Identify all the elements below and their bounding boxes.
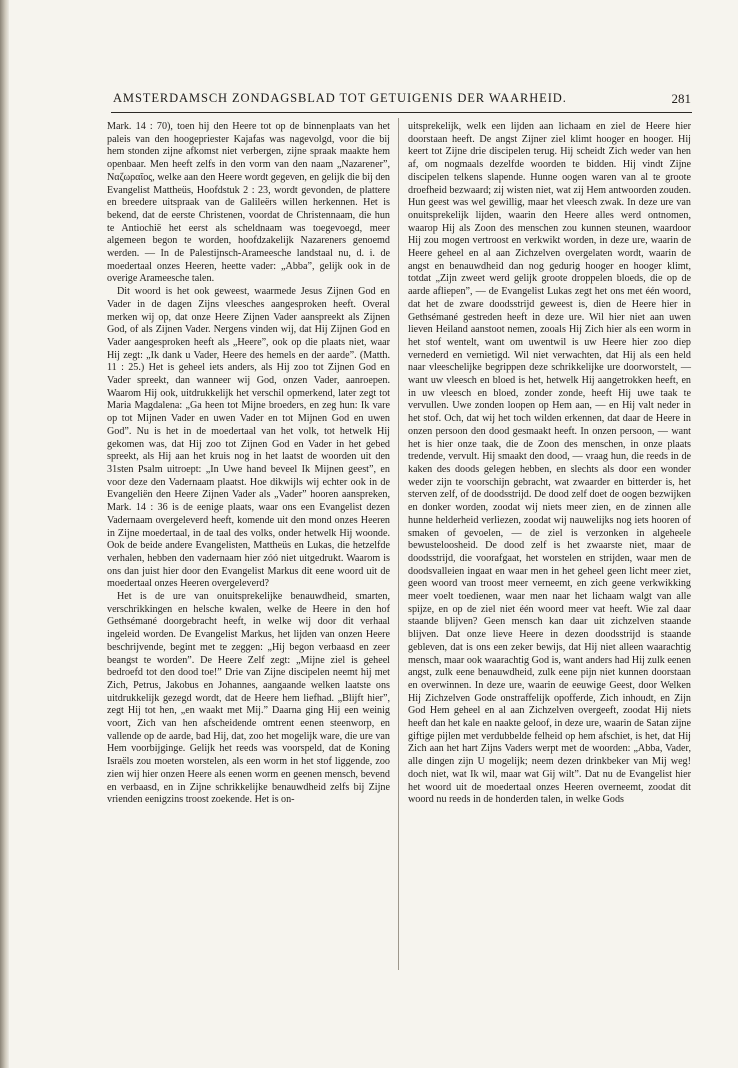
header-rule <box>111 112 692 113</box>
right-column <box>408 121 691 807</box>
left-column <box>107 121 390 807</box>
paragraph: Dit woord is het ook geweest, waarmede Jesus Zijnen God en Vader in de dagen Zijns vleesches aangesproken heeft. Overal merken wij op, dat onze Heere Zijnen Vader aanspreekt als Zijnen God, of als Zijnen Vader. Nergens vinden wij, dat Hij Zijnen God en Vader aangesproken heeft als „Heere”, ook op die plaats niet, waar Hij zegt: „Ik dank u Vader, Heere des hemels en der aarde”. (Matth. 11 : 25.) Het is geheel iets anders, als Hij zoo tot Zijnen God en Vader spreekt, dan wanneer wij God, onzen Vader, aanroepen. Waarom Hij ook, uitdrukkelijk het verschil opmerkend, later zegt tot Maria Magdalena: „Ga heen tot Mijne broeders, en zeg hun: Ik vare op tot Mijnen Vader en uwen Vader en tot Mijnen God en uwen God”. Nu is het in de moedertaal van het volk, tot hetwelk Hij gekomen was, dat Hij zoo tot Zijnen God en Vader in het gebed spreekt, als Hij aan het kruis nog in het laatst de woorden uit den 31sten Psalm uitroept: „In Uwe hand beveel Ik Mijnen geest”, en voor deze den Vadernaam plaatst. Hoe dikwijls wij echter ook in de Evangeliën den Heere Zijnen Vader als „Vader” hooren aanspreken, Mark. 14 : 36 is de eenige plaats, waar ons een Evangelist dezen Vadernaam overgeleverd heeft, komende uit den mond onzes Heeren in Zijne moedertaal, in de taal des volks, onder hetwelk Hij woonde. Ook de beide andere Evangelisten, Mattheüs en Lukas, die hetzelfde verhalen, hebben den vadernaam hier zóó niet uitgedrukt. Waarom is ons dan juist hier door den Evangelist Markus dit eene woord uit de moedertaal onzes Heeren overgeleverd? <box>107 286 390 590</box>
running-title: AMSTERDAMSCH ZONDAGSBLAD TOT GETUIGENIS DER WAARHEID. <box>113 91 567 105</box>
paragraph: Het is de ure van onuitsprekelijke benauwdheid, smarten, verschrikkingen en helsche kwalen, welke de Heere in den hof Gethsémané doorgebracht heeft, in welke wij door dit verhaal ingeleid worden. De Evangelist Markus, het lijden van onzen Heere beschrijvende, begint met te zeggen: „Hij begon verbaasd en zeer beangst te worden”. De Heere Zelf zegt: „Mijne ziel is geheel bedroefd tot den dood toe!” Drie van Zijne discipelen neemt hij met Zich, Petrus, Jakobus en Johannes, aangaande welken laatste ons uitdrukkelijk gezegd wordt, dat de Heere hem liefhad. „Blijft hier”, zegt Hij tot hen, „en waakt met Mij.” Daarna ging Hij een weinig voort, Zich van hen afscheidende omtrent eenen steenworp, en vallende op de aarde, bad Hij, dat, zoo het mogelijk ware, die ure van Hem voorbijginge. Gelijk het reeds was voorspeld, dat de Koning Israëls zou moeten worstelen, als een worm in het stof liggende, zoo zien wij hier onzen Heere als eenen worm en geenen mensch, bevend en verbaasd, en in Zijne schrikkelijke benauwdheid zelfs bij Zijne vrienden eenigzins troost zoekende. Het is on- <box>107 591 390 806</box>
paragraph: uitsprekelijk, welk een lijden aan lichaam en ziel de Heere hier doorstaan heeft. De angst Zijner ziel klimt hooger en hooger. Hij keert tot Zijne drie discipelen terug. Hij scheidt Zich weder van hen af, om nogmaals dezelfde woorden te bidden. Hij vindt Zijne discipelen telkens slapende. Hunne oogen waren van al te groote droefheid bezwaard; zij wisten niet, wat zij Hem antwoorden zouden. Hun geest was wel gewillig, maar het vleesch zwak. In deze ure van onuitsprekelijk lijden, waarin den Heere alles werd ontnomen, waarop Hij als Zoon des menschen zou kunnen steunen, waardoor Hij zou mogen vertroost en verkwikt worden, in deze ure, waarin de Heere geheel en al aan Zichzelven overgelaten wordt, waarin de angst en benauwdheid dan nog gedurig hooger en hooger klimt, totdat „Zijn zweet werd gelijk groote droppelen bloeds, die op de aarde afliepen”, — de Evangelist Lukas zegt het ons met één woord, dat het de zware doodsstrijd geweest is, dien de Heere hier in Gethsémané gestreden heeft in deze ure. Wil hier niet aan uwen lieven Heiland aanstoot nemen, zooals Hij Zich hier als een worm in het stof wentelt, want om uwentwil is uw Heere hier zoo diep vernederd en vernietigd. Wil niet verwachten, dat Hij als een held naar vleeschelijke begrippen deze schrikkelijke ure doorworstelt, — want uw vleesch en bloed is het, hetwelk Hij aangetrokken heeft, en in uw vleesch en bloed, zonder zonde, heeft Hij uwe taak te vervullen. Uwe zonden loopen op Hem aan, — en Hij valt neder in het stof. Och, dat wij het toch wilden erkennen, dat daar de Heere in onzen persoon den dood gesmaakt heeft. In onzen persoon, — want het is hier onze taak, die de Zoon des menschen, in onze plaats tredende, vervult. Hij smaakt den dood, — vraag hun, die reeds in de kaken des doods gelegen hebben, en slechts als door een wonder weder zijn te voorschijn gebracht, wat zwaarder en bitterder is, het sterven zelf, of de doodsstrijd. De dood zelf doet de oogen bezwijken en donker worden, zoodat wij niets meer zien, en de zinnen alle hunne helderheid verliezen, zoodat wij nauwelijks nog iets hooren of smaken of gevoelen, — de ziel is verzonken in algeheele bewusteloosheid. De dood zelf is het zwaarste niet, maar de doodsstrijd, die voorafgaat, het worstelen en strijden, waar men de doodsvalleien ingaat en waar men in het geheel geen licht meer ziet, geen woord van troost meer verneemt, en zich geene verkwikking meer voelt toedienen, waar men naar het lichaam walgt van alle spijze, en op de ziel niet één woord meer vat heeft. Wie zal daar staande blijven? Geen mensch kan daar uit zichzelven staande blijven. Dat onze lieve Heere in dezen doodsstrijd is staande gebleven, dat is ons een zeker bewijs, dat Hij niet alleen waarachtig mensch, maar ook waarachtig God is, want anders had Hij zulk eenen angst, zulk eene benauwdheid, zulk eene pijn niet kunnen doorstaan en overwinnen. In deze ure, waarin de eeuwige Geest, door Welken Hij Zichzelven Gode onstraffelijk opofferde, Zich inhoudt, en Zijn God Hem geheel en al aan Zichzelven overgeeft, zoodat Hij niets heeft dan het kale en naakte geloof, in deze ure, waarin de Satan zijne giftige pijlen met verdubbelde felheid op hem afschiet, is het, dat Hij Zich aan het hart Zijns Vaders werpt met de woorden: „Abba, Vader, alle dingen zijn U mogelijk; neem dezen drinkbeker van Mij weg! doch niet, wat Ik wil, maar wat Gij wilt”. Dat nu de Evangelist hier het woord uit de moedertaal onzes Heeren overneemt, zoodat dit woord nu reeds in de honderden talen, in welke Gods <box>408 121 691 806</box>
page-number: 281 <box>671 91 691 106</box>
book-spine-shadow <box>0 0 9 1068</box>
column-divider <box>398 118 399 970</box>
paragraph: Mark. 14 : 70), toen hij den Heere tot op de binnenplaats van het paleis van den hoogepriester Kajafas was nagevolgd, voor die bij hem stonden zijne afkomst niet verbergen, zijne spraak maakte hem openbaar. Men heeft zelfs in den vorm van den naam „Nazarener”, Ναζωραῖος, welke aan den Heere wordt gegeven, en gelijk die bij den Evangelist Mattheüs, Hoofdstuk 2 : 23, wordt gevonden, de plattere en breedere uitspraak van de Galileërs willen herkennen. Het is bekend, dat de eerste Christenen, voordat de Christennaam, die hun te Antiochië het eerst als scheldnaam was toegevoegd, meer algemeen begon te worden, hoofdzakelijk Nazareners genoemd werden. — In de Palestijnsch-Arameesche landstaal nu, d. i. de moedertaal onzes Heeren, heette vader: „Abba”, gelijk ook in de overige Arameesche talen. <box>107 121 390 285</box>
running-header <box>113 91 691 109</box>
